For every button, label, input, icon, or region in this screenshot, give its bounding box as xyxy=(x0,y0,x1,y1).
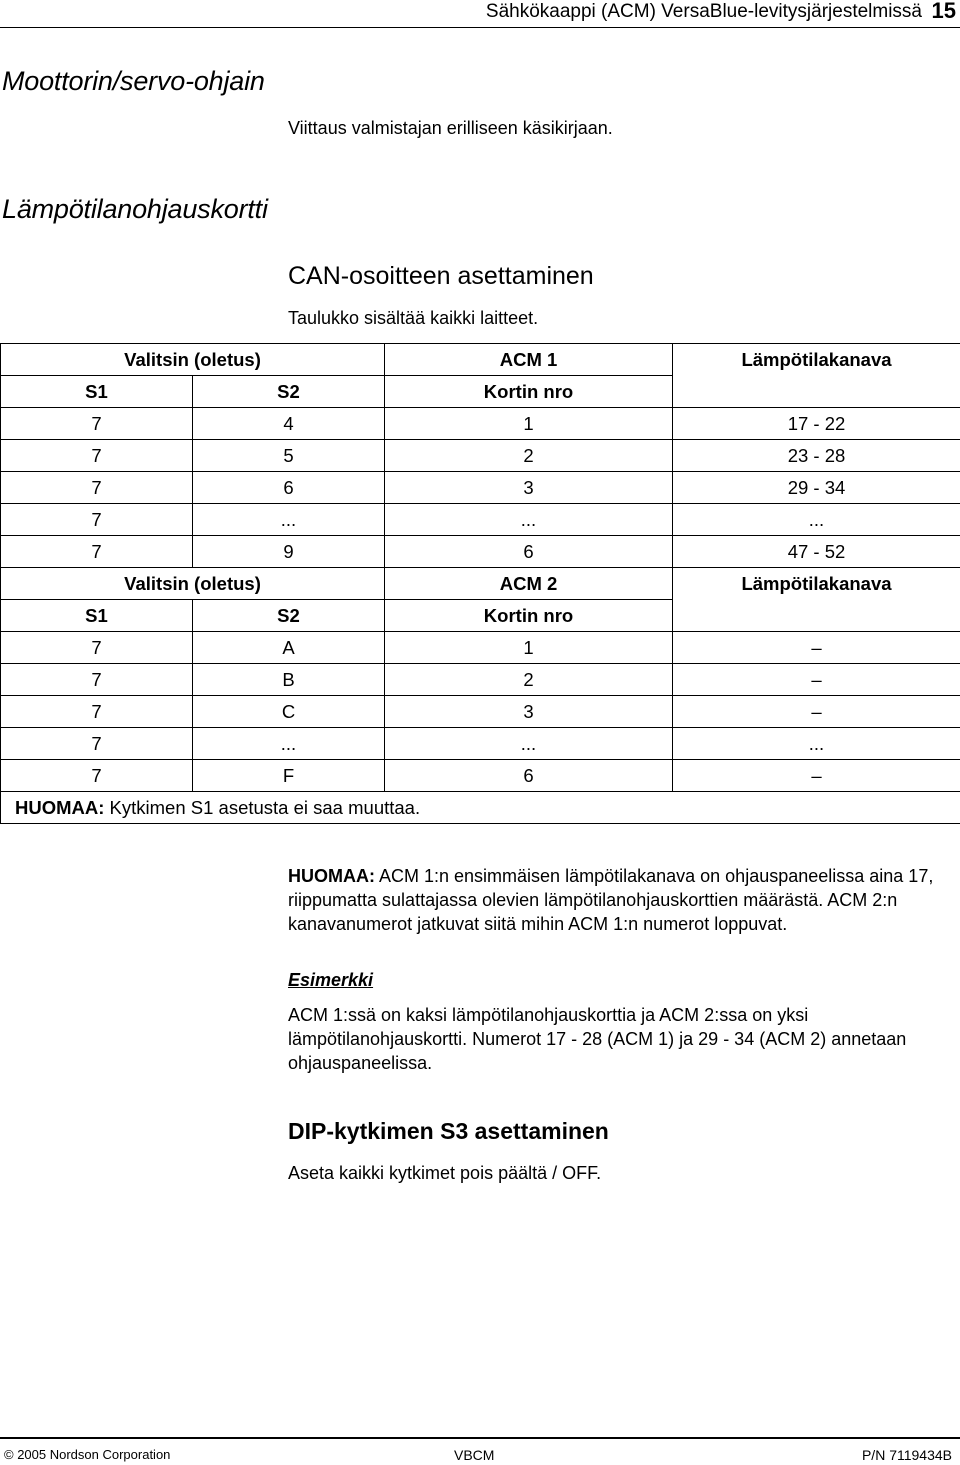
section-heading-motor: Moottorin/servo-ohjain xyxy=(2,66,265,96)
cell-s1: 7 xyxy=(1,536,193,568)
table-row xyxy=(1,760,960,792)
cell-card-no: ... xyxy=(385,728,673,760)
footer-rule xyxy=(0,1437,960,1439)
cell-s2: F xyxy=(193,760,385,792)
table-row xyxy=(1,696,960,728)
cell-card-no: 3 xyxy=(385,696,673,728)
subheading-dip-switch: DIP-kytkimen S3 asettaminen xyxy=(288,1118,609,1144)
cell-channel: – xyxy=(673,632,960,664)
table-note-text: Kytkimen S1 asetusta ei saa muuttaa. xyxy=(104,796,421,818)
header-selector: Valitsin (oletus) xyxy=(1,344,385,376)
cell-s1: 7 xyxy=(1,664,193,696)
cell-s2: C xyxy=(193,696,385,728)
cell-s1: 7 xyxy=(1,760,193,792)
channel-note-text: ACM 1:n ensimmäisen lämpötilakanava on ohjauspaneelissa aina 17, riippumatta sulattajassa olevien lämpötilanohjauskorttien määrästä. ACM 2:n kanavanumerot jatkuvat siitä mihin ACM 1:n numerot loppuvat. xyxy=(288,866,934,934)
cell-channel: 17 - 22 xyxy=(673,408,960,440)
cell-channel: ... xyxy=(673,728,960,760)
table-row xyxy=(1,440,960,472)
cell-channel: – xyxy=(673,760,960,792)
cell-s2: ... xyxy=(193,728,385,760)
cell-s1: 7 xyxy=(1,440,193,472)
cell-channel: ... xyxy=(673,504,960,536)
table-note xyxy=(1,792,960,824)
subheading-can-address: CAN-osoitteen asettaminen xyxy=(288,262,594,290)
cell-s2: 6 xyxy=(193,472,385,504)
header-channel: Lämpötilakanava xyxy=(673,568,960,600)
header-blank xyxy=(673,376,960,408)
table-header-row xyxy=(1,376,960,408)
table-header-row xyxy=(1,600,960,632)
header-acm2: ACM 2 xyxy=(385,568,673,600)
cell-card-no: ... xyxy=(385,504,673,536)
cell-s1: 7 xyxy=(1,728,193,760)
page-number: 15 xyxy=(931,0,956,23)
header-card-no: Kortin nro xyxy=(385,376,673,408)
table-note-label: HUOMAA: xyxy=(15,796,105,818)
header-selector: Valitsin (oletus) xyxy=(1,568,385,600)
cell-card-no: 6 xyxy=(385,536,673,568)
header-card-no: Kortin nro xyxy=(385,600,673,632)
header-s2: S2 xyxy=(193,600,385,632)
cell-channel: 29 - 34 xyxy=(673,472,960,504)
cell-channel: – xyxy=(673,664,960,696)
cell-channel: – xyxy=(673,696,960,728)
cell-card-no: 1 xyxy=(385,408,673,440)
table-row xyxy=(1,536,960,568)
cell-channel: 47 - 52 xyxy=(673,536,960,568)
cell-card-no: 2 xyxy=(385,440,673,472)
header-s1: S1 xyxy=(1,376,193,408)
cell-s2: A xyxy=(193,632,385,664)
running-header-title: Sähkökaappi (ACM) VersaBlue-levitysjärjestelmissä xyxy=(485,1,922,22)
cell-s2: ... xyxy=(193,504,385,536)
footer-part-number: P/N 7119434B xyxy=(861,1447,952,1463)
header-acm1: ACM 1 xyxy=(385,344,673,376)
dip-switch-text: Aseta kaikki kytkimet pois päältä / OFF. xyxy=(288,1163,602,1183)
section-heading-temp-card: Lämpötilanohjauskortti xyxy=(2,194,268,224)
channel-note xyxy=(288,864,960,936)
cell-s2: 5 xyxy=(193,440,385,472)
table-row xyxy=(1,728,960,760)
cell-s1: 7 xyxy=(1,472,193,504)
example-heading: Esimerkki xyxy=(288,970,374,990)
cell-channel: 23 - 28 xyxy=(673,440,960,472)
cell-card-no: 1 xyxy=(385,632,673,664)
motor-reference-text: Viittaus valmistajan erilliseen käsikirjaan. xyxy=(288,118,613,138)
table-row xyxy=(1,664,960,696)
cell-s2: 9 xyxy=(193,536,385,568)
cell-s1: 7 xyxy=(1,632,193,664)
table-row xyxy=(1,504,960,536)
cell-s2: 4 xyxy=(193,408,385,440)
channel-note-label: HUOMAA: xyxy=(288,866,375,886)
cell-card-no: 6 xyxy=(385,760,673,792)
table-row xyxy=(1,408,960,440)
footer-document-code: VBCM xyxy=(454,1447,495,1463)
example-text: ACM 1:ssä on kaksi lämpötilanohjauskorttia ja ACM 2:ssa on yksi lämpötilanohjauskortti. Numerot 17 - 28 (ACM 1) ja 29 - 34 (ACM 2) annetaan ohjauspaneelissa. xyxy=(288,1005,907,1073)
cell-s1: 7 xyxy=(1,696,193,728)
table-header-row xyxy=(1,568,960,600)
cell-card-no: 3 xyxy=(385,472,673,504)
cell-s1: 7 xyxy=(1,408,193,440)
footer-copyright: © 2005 Nordson Corporation xyxy=(4,1447,171,1462)
header-rule xyxy=(0,27,960,28)
cell-card-no: 2 xyxy=(385,664,673,696)
header-blank xyxy=(673,600,960,632)
table-row xyxy=(1,472,960,504)
header-s2: S2 xyxy=(193,376,385,408)
can-table-intro: Taulukko sisältää kaikki laitteet. xyxy=(288,308,539,328)
cell-s1: 7 xyxy=(1,504,193,536)
table-row xyxy=(1,632,960,664)
header-channel: Lämpötilakanava xyxy=(673,344,960,376)
header-s1: S1 xyxy=(1,600,193,632)
table-note-row xyxy=(1,792,960,824)
table-header-row xyxy=(1,344,960,376)
cell-s2: B xyxy=(193,664,385,696)
can-address-table xyxy=(0,343,960,824)
